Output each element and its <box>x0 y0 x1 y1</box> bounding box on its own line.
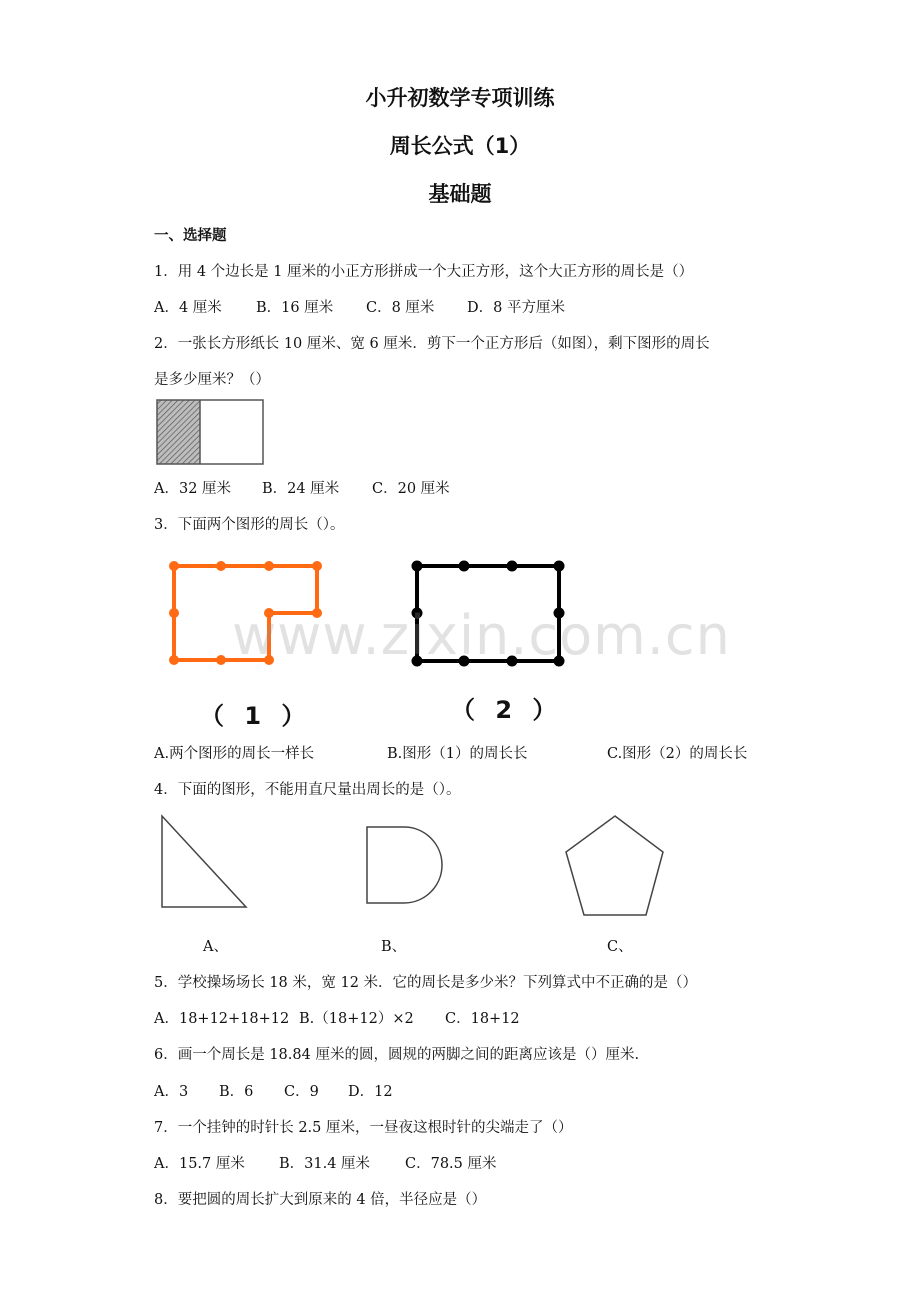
question-7-text: 7．一个挂钟的时针长 2.5 厘米，一昼夜这根时针的尖端走了（） <box>154 1120 573 1136</box>
question-1-text: 1．用 4 个边长是 1 厘米的小正方形拼成一个大正方形，这个大正方形的周长是（） <box>154 264 694 280</box>
question-5-text: 5．学校操场场长 18 米，宽 12 米．它的周长是多少米？下列算式中不正确的是（） <box>154 975 698 991</box>
q5-option-b: B.（18+12）×2 <box>299 1011 414 1027</box>
q1-option-c: C．8 厘米 <box>366 300 435 316</box>
q7-option-c: C．78.5 厘米 <box>405 1156 497 1172</box>
q6-option-b: B．6 <box>219 1084 254 1100</box>
q5-option-a: A．18+12+18+12 <box>154 1011 290 1027</box>
q5-option-c: C．18+12 <box>445 1011 520 1027</box>
q1-option-a: A．4 厘米 <box>154 300 222 316</box>
q4-triangle-figure <box>158 812 253 912</box>
q4-option-b: B、 <box>381 939 407 955</box>
q1-option-b: B．16 厘米 <box>256 300 334 316</box>
q3-figure-2-label: （ 2 ） <box>451 696 563 724</box>
question-2-text: 2．一张长方形纸长 10 厘米、宽 6 厘米．剪下一个正方形后（如图），剩下图形的周长 <box>154 336 710 352</box>
q3-option-a: A.两个图形的周长一样长 <box>154 746 315 762</box>
question-8-text: 8．要把圆的周长扩大到原来的 4 倍，半径应是（） <box>154 1192 487 1208</box>
q2-rectangle-figure <box>156 399 266 467</box>
q7-option-a: A．15.7 厘米 <box>154 1156 245 1172</box>
question-4-text: 4．下面的图形，不能用直尺量出周长的是（）。 <box>154 782 461 798</box>
section-heading: 一、选择题 <box>154 228 227 244</box>
q4-pentagon-figure <box>562 812 668 920</box>
question-3-text: 3．下面两个图形的周长（）。 <box>154 517 345 533</box>
q7-option-b: B．31.4 厘米 <box>279 1156 371 1172</box>
q3-option-b: B.图形（1）的周长长 <box>387 746 528 762</box>
question-2-text-cont: 是多少厘米？（） <box>154 372 270 388</box>
q2-option-b: B．24 厘米 <box>262 481 340 497</box>
q4-semicircle-shape-figure <box>362 824 447 908</box>
q1-option-d: D．8 平方厘米 <box>467 300 565 316</box>
q6-option-d: D．12 <box>348 1084 393 1100</box>
q4-option-a: A、 <box>203 939 228 955</box>
q6-option-a: A．3 <box>154 1084 189 1100</box>
q4-option-c: C、 <box>607 939 633 955</box>
q2-option-c: C．20 厘米 <box>372 481 450 497</box>
page-title: 小升初数学专项训练 <box>365 86 555 110</box>
q6-option-c: C．9 <box>284 1084 319 1100</box>
q3-figure-1-label: （ 1 ） <box>200 702 312 730</box>
difficulty-level: 基础题 <box>428 182 492 206</box>
question-6-text: 6．画一个周长是 18.84 厘米的圆，圆规的两脚之间的距离应该是（）厘米. <box>154 1047 640 1063</box>
watermark: www.zixin.com.cn <box>232 604 731 667</box>
q2-option-a: A．32 厘米 <box>154 481 232 497</box>
page-subtitle: 周长公式（1） <box>389 134 531 158</box>
q3-option-c: C.图形（2）的周长长 <box>607 746 748 762</box>
